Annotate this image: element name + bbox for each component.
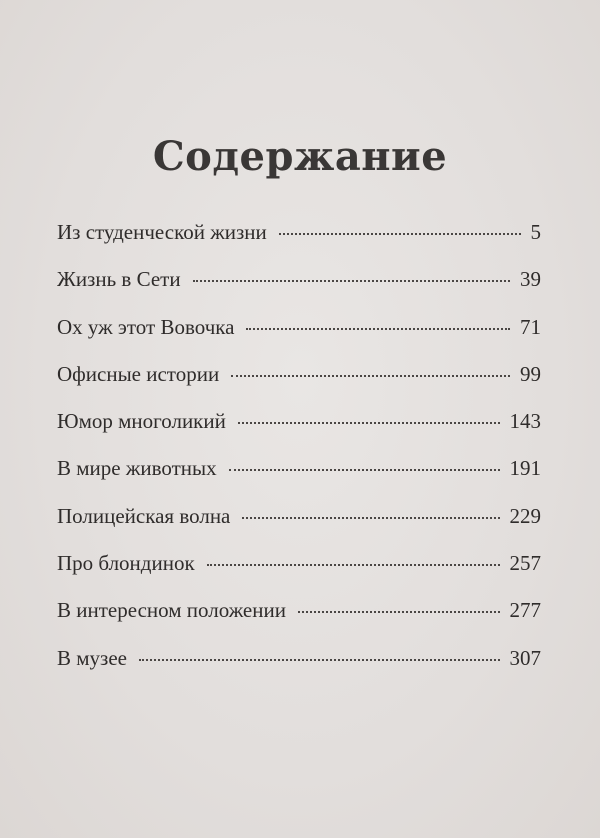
- toc-entry-page: 257: [509, 551, 541, 576]
- toc-entry-title: Офисные истории: [57, 361, 220, 386]
- dot-leader: [238, 422, 500, 424]
- toc-entry-page: 71: [520, 314, 541, 339]
- toc-entry-title: В интересном положении: [57, 598, 286, 623]
- toc-entry-page: 307: [509, 645, 541, 670]
- dot-leader: [279, 233, 521, 235]
- dot-leader: [229, 469, 500, 471]
- toc-entry: [57, 409, 541, 456]
- toc-entry-page: 99: [520, 361, 541, 386]
- dot-leader: [193, 280, 510, 282]
- toc-entry-page: 277: [509, 598, 541, 623]
- toc-entry-page: 229: [509, 503, 541, 528]
- toc-entry-title: Полицейская волна: [57, 503, 231, 528]
- toc-entry: [57, 362, 541, 409]
- toc-entry: [57, 315, 541, 362]
- toc-entry: [57, 456, 541, 503]
- dot-leader: [139, 659, 500, 661]
- dot-leader: [231, 375, 510, 377]
- dot-leader: [207, 564, 500, 566]
- toc-entry-title: Из студенческой жизни: [57, 220, 267, 244]
- toc-entry: [57, 267, 541, 314]
- dot-leader: [246, 328, 510, 330]
- dot-leader: [242, 517, 499, 519]
- toc-entry: [57, 220, 541, 267]
- toc-entry-title: Юмор многоликий: [57, 409, 226, 434]
- toc-entry-title: В мире животных: [57, 456, 217, 481]
- toc-entry-page: 191: [509, 456, 541, 481]
- toc-entry: [57, 504, 541, 551]
- toc-entry-title: Про блондинок: [57, 551, 195, 576]
- toc-entry-page: 5: [530, 220, 541, 244]
- dot-leader: [298, 611, 500, 613]
- toc-entry: [57, 551, 541, 598]
- page-title: Содержание: [152, 132, 448, 180]
- toc-entry-page: 39: [520, 267, 541, 292]
- toc-entry-title: Жизнь в Сети: [57, 267, 181, 292]
- toc-entry: [57, 598, 541, 645]
- table-of-contents: [57, 220, 541, 693]
- toc-entry-title: В музее: [57, 645, 127, 670]
- toc-entry: [57, 646, 541, 693]
- toc-entry-title: Ох уж этот Вовочка: [57, 314, 235, 339]
- toc-entry-page: 143: [509, 409, 541, 434]
